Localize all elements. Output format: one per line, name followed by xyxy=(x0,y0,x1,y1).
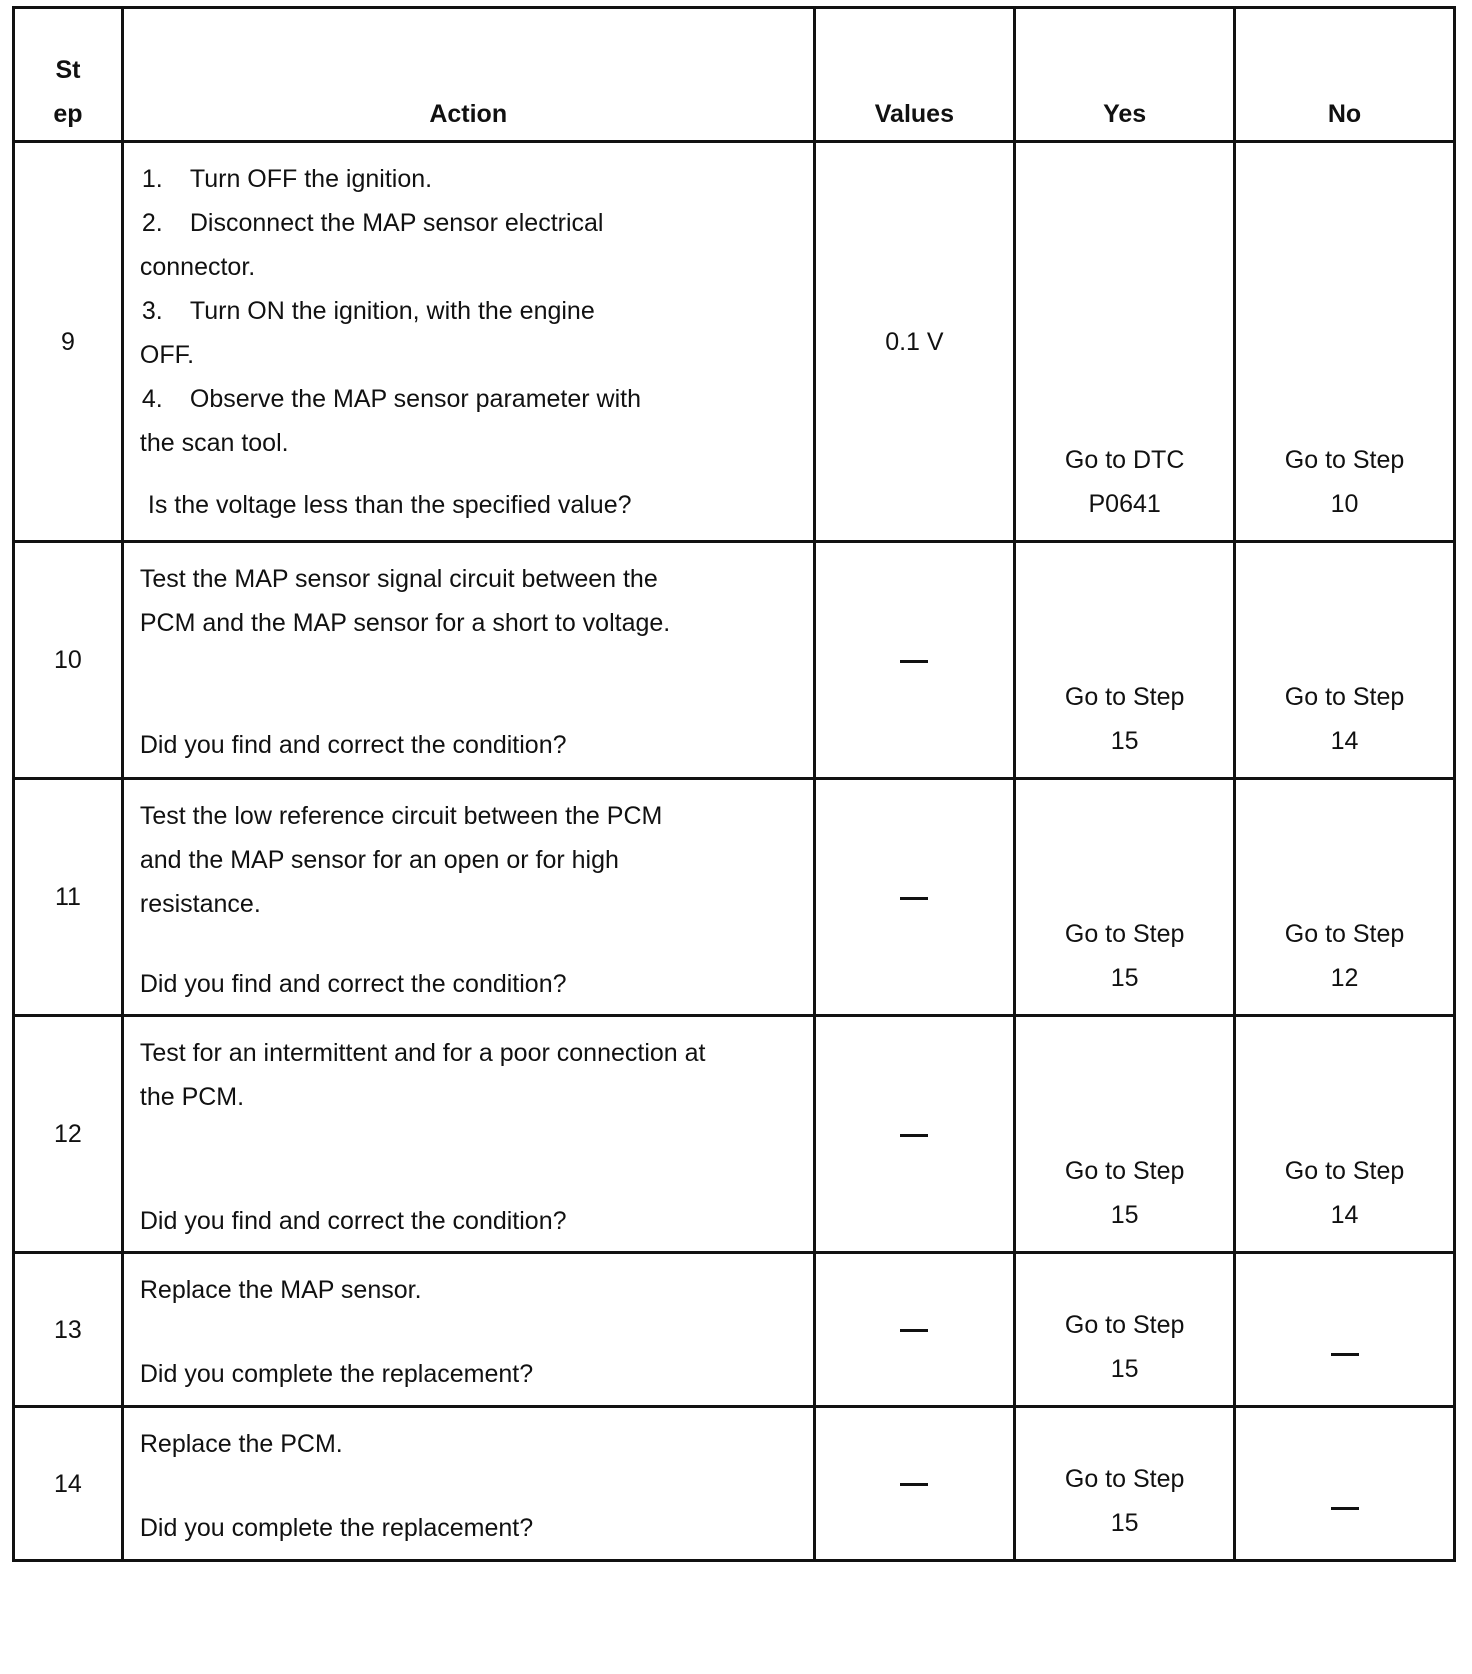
table-row xyxy=(14,1407,1455,1561)
no-cell: Go to Step 10 xyxy=(1235,142,1455,542)
step-column-header: St ep xyxy=(14,8,123,142)
action-column-header: Action xyxy=(122,8,814,142)
step-number: 11 xyxy=(14,779,123,1016)
dash xyxy=(900,1134,928,1137)
substep: 1. Turn OFF the ignition. xyxy=(141,165,433,193)
dash xyxy=(1331,1353,1359,1356)
no-cell xyxy=(1235,1253,1455,1407)
yes-cell: Go to Step 15 xyxy=(1015,1253,1235,1407)
step-number: 12 xyxy=(14,1016,123,1253)
yes-cell: Go to Step 15 xyxy=(1015,542,1235,779)
value-cell xyxy=(814,1253,1015,1407)
action-cell xyxy=(122,1407,814,1561)
action-question: Did you find and correct the condition? xyxy=(139,970,567,998)
value-cell xyxy=(814,1407,1015,1561)
no-cell xyxy=(1235,1407,1455,1561)
step-number: 10 xyxy=(14,542,123,779)
value-cell xyxy=(814,1016,1015,1253)
substep: 2. Disconnect the MAP sensor electrical connector. xyxy=(139,209,604,281)
substep: 3. Turn ON the ignition, with the engine OFF. xyxy=(139,297,595,369)
no-column-header: No xyxy=(1235,8,1455,142)
yes-cell: Go to Step 15 xyxy=(1015,1016,1235,1253)
value-cell xyxy=(814,779,1015,1016)
no-cell: Go to Step 12 xyxy=(1235,779,1455,1016)
yes-cell: Go to Step 15 xyxy=(1015,1407,1235,1561)
dash xyxy=(900,1329,928,1332)
yes-cell: Go to DTC P0641 xyxy=(1015,142,1235,542)
action-question: Did you find and correct the condition? xyxy=(139,731,567,759)
table-row xyxy=(14,1016,1455,1253)
no-cell: Go to Step 14 xyxy=(1235,1016,1455,1253)
yes-cell: Go to Step 15 xyxy=(1015,779,1235,1016)
header-row xyxy=(14,8,1455,142)
action-cell xyxy=(122,1253,814,1407)
value-cell: 0.1 V xyxy=(814,142,1015,542)
table-row xyxy=(14,542,1455,779)
no-cell: Go to Step 14 xyxy=(1235,542,1455,779)
substep: 4. Observe the MAP sensor parameter with the scan tool. xyxy=(139,385,641,457)
dash xyxy=(900,897,928,900)
action-cell xyxy=(122,1016,814,1253)
value-cell xyxy=(814,542,1015,779)
table-row xyxy=(14,779,1455,1016)
diagnostic-steps-table xyxy=(12,6,1456,1562)
action-text: Test the MAP sensor signal circuit between the PCM and the MAP sensor for a short to voltage. xyxy=(139,565,671,637)
step-number: 9 xyxy=(14,142,123,542)
step-number: 14 xyxy=(14,1407,123,1561)
action-text: Replace the MAP sensor. xyxy=(139,1276,422,1304)
action-question: Did you complete the replacement? xyxy=(139,1360,534,1388)
action-cell xyxy=(122,142,814,542)
action-text: Replace the PCM. xyxy=(139,1430,343,1458)
action-question: Did you find and correct the condition? xyxy=(139,1207,567,1235)
action-cell xyxy=(122,779,814,1016)
values-column-header: Values xyxy=(814,8,1015,142)
table-row xyxy=(14,1253,1455,1407)
action-question: Is the voltage less than the specified value? xyxy=(147,491,632,519)
dash xyxy=(900,660,928,663)
action-question: Did you complete the replacement? xyxy=(139,1514,534,1542)
action-text: Test for an intermittent and for a poor connection at the PCM. xyxy=(139,1039,706,1111)
action-text: Test the low reference circuit between the PCM and the MAP sensor for an open or for high resistance. xyxy=(139,802,663,918)
yes-column-header: Yes xyxy=(1015,8,1235,142)
dash xyxy=(900,1483,928,1486)
step-number: 13 xyxy=(14,1253,123,1407)
dash xyxy=(1331,1507,1359,1510)
table-row xyxy=(14,142,1455,542)
action-cell xyxy=(122,542,814,779)
